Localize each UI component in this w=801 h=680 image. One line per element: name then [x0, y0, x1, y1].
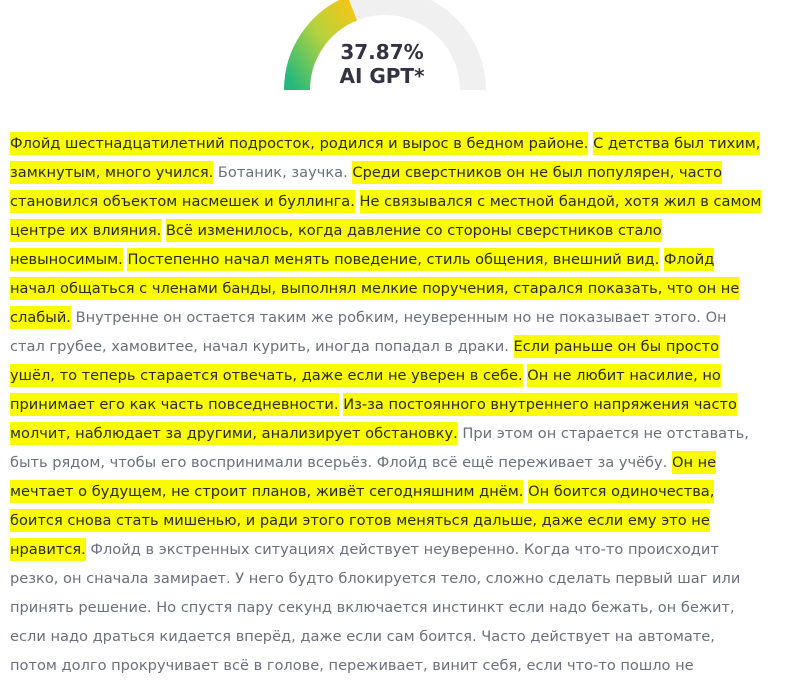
ai-highlighted-segment: Из-за постоянного внутреннего напряжения часто молчит, наблюдает за другими, анализирует обстановку. — [10, 393, 737, 445]
ai-highlighted-segment: Он не мечтает о будущем, не строит планов, живёт сегодняшним днём. — [10, 451, 716, 503]
human-text-segment: Флойд в экстренных ситуациях действует неуверенно. Когда что-то происходит резко, он сначала замирает. У него будто блокируется тело, сложно сделать первый шаг или принять решение. Но спустя пару секунд включается инстинкт если надо бежать, он бежит, если надо драться кидается вперёд, даже если сам боится. Часто действует на автомате, потом долго прокручивает всё в голове, переживает, винит себя, если что-то пошло не — [10, 541, 741, 674]
ai-highlighted-segment: Не связывался с местной бандой, хотя жил в самом центре их влияния. — [10, 190, 761, 242]
ai-score-gauge — [0, 0, 801, 130]
ai-highlighted-segment: Всё изменилось, когда давление со стороны сверстников стало невыносимым. — [10, 219, 662, 271]
ai-highlighted-segment: Если раньше он бы просто ушёл, то теперь старается отвечать, даже если не уверен в себе. — [10, 335, 719, 387]
score-percent: 37.87% — [340, 40, 424, 64]
human-text-segment: Внутренне он остается таким же робким, неуверенным но не показывает этого. Он стал грубее, хамовитее, начал курить, иногда попадал в драки. — [10, 309, 727, 355]
ai-highlighted-segment: Он не любит насилие, но принимает его как часть повседневности. — [10, 364, 721, 416]
ai-highlighted-segment: Среди сверстников он не был популярен, часто становился объектом насмешек и буллинга. — [10, 161, 722, 213]
score-label: AI GPT* — [339, 64, 425, 88]
ai-highlighted-segment: Флойд шестнадцатилетний подросток, родился и вырос в бедном районе. — [10, 132, 588, 155]
human-text-segment — [355, 193, 360, 210]
ai-highlighted-segment: С детства был тихим, замкнутым, много учился. — [10, 132, 760, 184]
human-text-segment: При этом он старается не отставать, быть рядом, чтобы его воспринимали всерьёз. Флойд всё ещё переживает за учёбу. — [10, 425, 749, 471]
ai-highlighted-segment: Он боится одиночества, боится снова стать мишенью, и ради этого готов меняться дальше, даже если ему это не нравится. — [10, 480, 714, 561]
ai-highlighted-segment: Флойд начал общаться с членами банды, выполнял мелкие поручения, старался показать, что он не слабый. — [10, 248, 739, 329]
ai-highlighted-segment: Постепенно начал менять поведение, стиль общения, внешний вид. — [127, 248, 659, 271]
analyzed-text — [10, 129, 762, 680]
human-text-segment: Ботаник, заучка. — [213, 164, 353, 181]
